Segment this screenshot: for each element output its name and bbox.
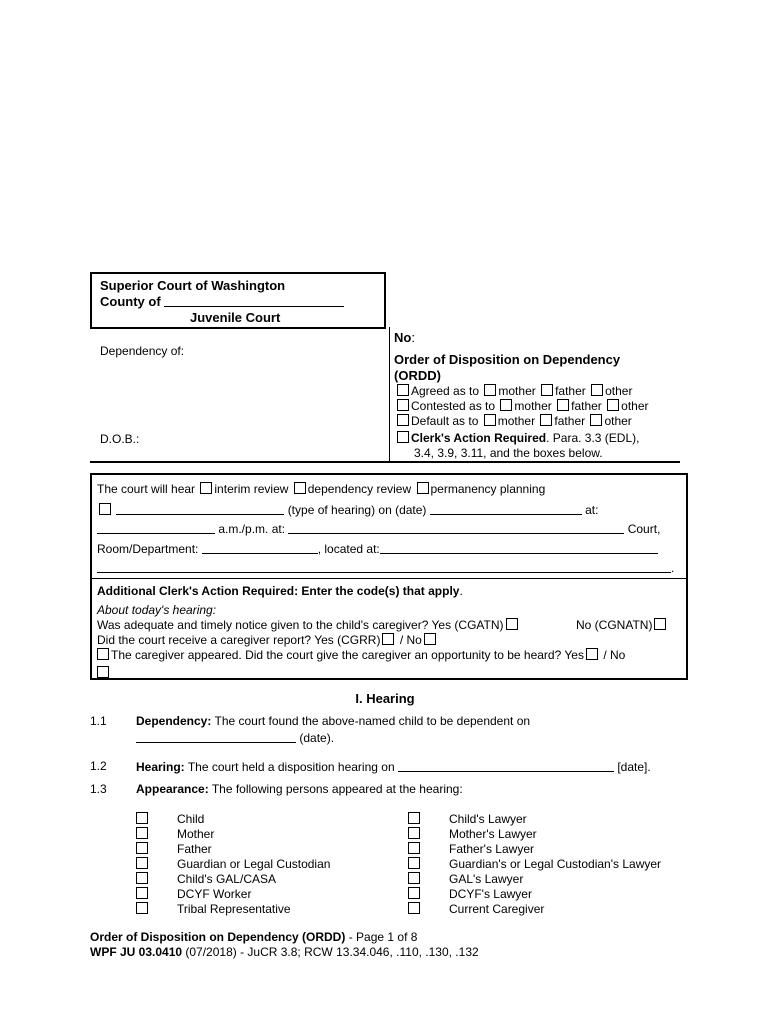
footer-form-title: Order of Disposition on Dependency (ORDD) [90,930,346,944]
form-title-1: Order of Disposition on Dependency [394,352,621,367]
room-label: Room/Department: [97,542,199,556]
case-number-colon: : [411,330,415,345]
appearance-mother-lawyer-checkbox[interactable] [408,827,420,839]
appearance-label: Child [177,812,205,826]
appearance-label: Guardian or Legal Custodian [177,857,331,871]
county-line [100,294,344,310]
address-row [97,560,674,576]
caregiver-no-row [97,664,109,682]
clerk-codes-heading-text: Additional Clerk's Action Required: Enter the code(s) that apply [97,584,460,598]
dob-label: D.O.B.: [100,432,140,446]
para-1-1-text: The court found the above-named child to be dependent on [214,714,531,728]
clerk-action-para: . Para. 3.3 (EDL), [546,431,640,445]
appearance-label: Mother [177,827,215,841]
caregiver-heard-yes-checkbox[interactable] [586,648,598,660]
room-row [97,541,658,557]
agreed-label: Agreed as to [411,384,480,398]
appearance-item [136,902,330,917]
report-no-label: No [406,633,422,647]
agreed-father-checkbox[interactable] [541,384,553,396]
caregiver-heard-no-label: No [610,648,626,662]
permanency-planning-label: permanency planning [430,482,546,496]
appearance-tribal-checkbox[interactable] [136,902,148,914]
hearing-time-field[interactable] [97,521,215,534]
appearance-dcyf-lawyer-checkbox[interactable] [408,887,420,899]
notice-no [576,618,668,633]
report-no-checkbox[interactable] [424,633,436,645]
hearing-type-label: (type of hearing) on (date) [287,503,427,517]
caption-divider [389,327,390,462]
appearance-item [408,812,661,827]
appearance-item [408,857,661,872]
case-number [394,330,415,346]
report-question-text: Did the court receive a caregiver report? [97,633,312,647]
hearing-court-field[interactable] [288,521,624,534]
contested-label: Contested as to [411,399,496,413]
hearing-at-label: at: [585,503,599,517]
caption-bottom-rule [90,461,680,463]
contested-mother-checkbox[interactable] [500,399,512,411]
appearance-item [136,857,330,872]
agreed-other-label: other [605,384,633,398]
appearance-item [136,827,330,842]
appearance-item [136,887,330,902]
appearance-list-right [408,812,661,917]
contested-mother-label: mother [514,399,552,413]
default-other-checkbox[interactable] [590,414,602,426]
default-other-label: other [604,414,632,428]
default-father-label: father [554,414,586,428]
footer-page: - Page 1 of 8 [345,930,418,944]
contested-other-label: other [621,399,649,413]
appearance-guardian-checkbox[interactable] [136,857,148,869]
para-1-1 [136,714,530,729]
default-mother-checkbox[interactable] [484,414,496,426]
section-hearing-heading: I. Hearing [355,691,415,706]
clerk-codes-heading [97,584,463,599]
case-number-label: No [394,330,412,345]
para-1-2 [136,759,651,775]
clerk-action-row [395,431,639,446]
para-1-3-number: 1.3 [90,782,107,796]
appearance-label: GAL's Lawyer [449,872,524,886]
para-1-1-label: Dependency: [136,714,212,728]
default-row [395,414,632,429]
caregiver-question [97,648,625,663]
court-label: Court, [627,522,661,536]
ampm-label: a.m./p.m. at: [218,522,286,536]
located-at-label: , located at: [317,542,380,556]
para-1-3-text: The following persons appeared at the hearing: [211,782,463,796]
agreed-father-label: father [555,384,586,398]
will-hear-row [97,482,545,497]
notice-yes-checkbox[interactable] [506,618,518,630]
address-period: . [671,561,675,575]
appearance-item [136,842,330,857]
report-yes-label: Yes (CGRR) [314,633,381,647]
para-1-2-number: 1.2 [90,759,107,773]
caregiver-heard-no-checkbox[interactable] [97,666,109,678]
hearing-date-field[interactable] [430,502,582,515]
clerk-action-label: Clerk's Action Required [411,431,547,445]
default-label: Default as to [411,414,479,428]
juvenile-court: Juvenile Court [190,310,281,325]
para-1-3 [136,782,463,797]
footer-form-id: WPF JU 03.0410 [90,945,183,959]
appearance-gal-checkbox[interactable] [136,872,148,884]
dependency-of: Dependency of: [100,344,185,358]
room-field[interactable] [202,541,318,554]
caregiver-slash: / [603,648,607,662]
caregiver-appeared-checkbox[interactable] [97,648,109,660]
para-1-2-text: The court held a disposition hearing on [187,760,395,774]
hearing-type-row [97,502,598,518]
interim-review-label: interim review [214,482,289,496]
appearance-label: DCYF Worker [177,887,252,901]
contested-other-checkbox[interactable] [607,399,619,411]
para-1-1-number: 1.1 [90,714,107,728]
appearance-dcyf-checkbox[interactable] [136,887,148,899]
dependency-date-label: (date). [299,731,335,745]
notice-no-checkbox[interactable] [654,618,666,630]
dependency-date-row [136,730,334,746]
appearance-caregiver-checkbox[interactable] [408,902,420,914]
appearance-gal-lawyer-checkbox[interactable] [408,872,420,884]
dependency-date-field[interactable] [136,730,296,743]
agreed-other-checkbox[interactable] [591,384,603,396]
clerk-codes-heading-end: . [459,584,463,598]
appearance-label: DCYF's Lawyer [449,887,532,901]
appearance-label: Child's GAL/CASA [177,872,276,886]
report-yes-checkbox[interactable] [382,633,394,645]
location-field[interactable] [380,541,658,554]
disposition-date-field[interactable] [398,759,614,772]
hearing-time-row [97,521,660,537]
appearance-child-lawyer-checkbox[interactable] [408,812,420,824]
disposition-date-label: [date]. [617,760,651,774]
appearance-item [136,812,330,827]
contested-father-label: father [571,399,602,413]
interim-review-checkbox[interactable] [200,482,212,494]
address-field[interactable] [97,560,671,573]
appearance-label: Child's Lawyer [449,812,527,826]
appearance-list-left [136,812,330,917]
county-field[interactable] [164,294,344,307]
agreed-mother-checkbox[interactable] [484,384,496,396]
footer-form-rest: (07/2018) - JuCR 3.8; RCW 13.34.046, .110, .130, .132 [182,945,479,959]
para-1-3-label: Appearance: [136,782,209,796]
appearance-father-checkbox[interactable] [136,842,148,854]
permanency-planning-checkbox[interactable] [417,482,429,494]
appearance-label: Current Caregiver [449,902,545,916]
notice-no-label: No (CGNATN) [576,618,653,632]
contested-row [395,399,649,414]
dependency-review-checkbox[interactable] [294,482,306,494]
footer-title [90,930,417,945]
hearing-box-divider [92,578,686,579]
appearance-item [408,887,661,902]
will-hear-label: The court will hear [97,482,196,496]
default-mother-label: mother [497,414,536,428]
agreed-mother-label: mother [498,384,536,398]
notice-question-text: Was adequate and timely notice given to the child's caregiver? [97,618,429,632]
clerk-action-para2: 3.4, 3.9, 3.11, and the boxes below. [414,446,603,460]
court-name: Superior Court of Washington [100,278,286,293]
notice-question [97,618,520,633]
clerk-action-checkbox[interactable] [397,431,409,443]
appearance-child-checkbox[interactable] [136,812,148,824]
default-father-checkbox[interactable] [540,414,552,426]
other-hearing-checkbox[interactable] [99,503,111,515]
default-checkbox[interactable] [397,414,409,426]
agreed-checkbox[interactable] [397,384,409,396]
appearance-guardian-lawyer-checkbox[interactable] [408,857,420,869]
notice-yes-label: Yes (CGATN) [431,618,504,632]
about-hearing: About today's hearing: [97,603,217,617]
hearing-type-field[interactable] [116,502,284,515]
appearance-item [408,842,661,857]
appearance-label: Mother's Lawyer [449,827,537,841]
dependency-review-label: dependency review [307,482,412,496]
appearance-label: Father [177,842,212,856]
contested-father-checkbox[interactable] [557,399,569,411]
agreed-row [395,384,632,399]
contested-checkbox[interactable] [397,399,409,411]
appearance-mother-checkbox[interactable] [136,827,148,839]
appearance-item [408,872,661,887]
appearance-label: Tribal Representative [177,902,291,916]
appearance-item [408,827,661,842]
footer-citation [90,945,479,960]
appearance-item [408,902,661,917]
county-label: County of [100,294,161,309]
form-title-2: (ORDD) [394,368,441,383]
para-1-2-label: Hearing: [136,760,185,774]
appearance-label: Father's Lawyer [449,842,534,856]
appearance-item [136,872,330,887]
appearance-father-lawyer-checkbox[interactable] [408,842,420,854]
report-slash: / [399,633,404,647]
report-question [97,633,438,648]
appearance-label: Guardian's or Legal Custodian's Lawyer [449,857,662,871]
caregiver-question-text: The caregiver appeared. Did the court give the caregiver an opportunity to be heard? Yes [111,648,584,662]
